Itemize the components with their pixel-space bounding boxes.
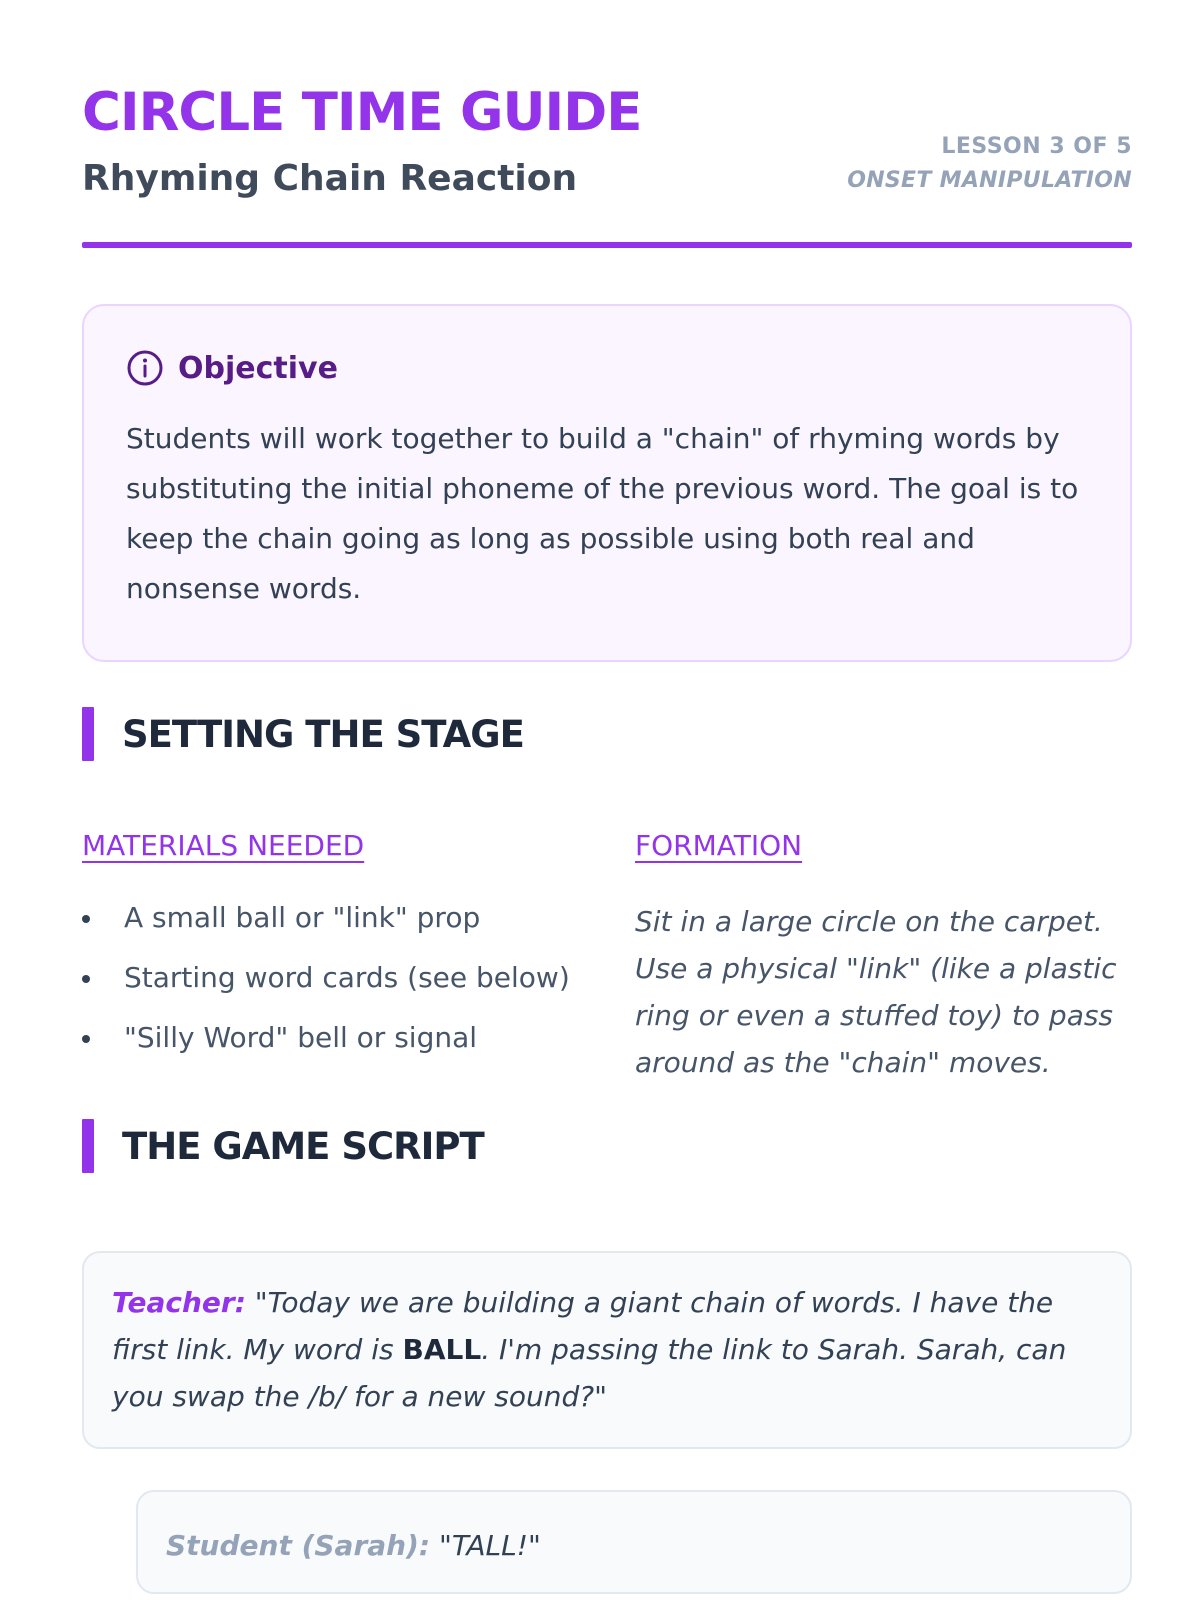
bullet-icon	[82, 915, 90, 923]
section-setting-the-stage	[82, 707, 524, 761]
formation-column	[635, 826, 1135, 1086]
student-line	[166, 1522, 1102, 1569]
page-subtitle: Rhyming Chain Reaction	[82, 158, 578, 199]
list-item	[82, 958, 602, 998]
emphasis-word: BALL	[402, 1333, 482, 1366]
objective-heading: Objective	[178, 350, 338, 386]
student-speaker-label: Student (Sarah):	[166, 1529, 431, 1562]
objective-text: Students will work together to build a "chain" of rhyming words by substituting the initial phoneme of the previous word. The goal is to keep the chain going as long as possible using both real and nonsense words.	[126, 422, 1079, 605]
formation-heading: FORMATION	[635, 829, 803, 862]
student-script-box	[136, 1490, 1132, 1594]
teacher-line-end: . I'm passing the link to Sarah. Sarah, can you swap the /b/ for a new sound?"	[112, 1333, 1067, 1413]
materials-heading: MATERIALS NEEDED	[82, 829, 365, 862]
guide-header	[82, 78, 1132, 248]
lesson-number: LESSON 3 OF 5	[941, 134, 1132, 159]
bullet-icon	[82, 1035, 90, 1043]
header-divider	[82, 242, 1132, 248]
list-item-text: Starting word cards (see below)	[124, 961, 570, 994]
list-item	[82, 1018, 602, 1058]
section-accent-bar	[82, 1119, 94, 1173]
teacher-speaker-label: Teacher:	[112, 1286, 246, 1319]
lesson-topic: ONSET MANIPULATION	[847, 168, 1132, 193]
section-game-script	[82, 1119, 484, 1173]
teacher-script-box	[82, 1251, 1132, 1449]
formation-text: Sit in a large circle on the carpet. Use a physical "link" (like a plastic ring or even a stuffed toy) to pass around as the "chain" moves.	[635, 905, 1117, 1079]
objective-box	[82, 304, 1132, 662]
bullet-icon	[82, 975, 90, 983]
teacher-line	[112, 1279, 1102, 1420]
section-accent-bar	[82, 707, 94, 761]
teacher-line-start: "Today we are building a giant chain of words. I have the first link. My word is	[112, 1286, 1054, 1366]
section-title: THE GAME SCRIPT	[122, 1124, 484, 1168]
info-icon	[126, 349, 164, 387]
materials-column	[82, 826, 602, 1078]
list-item-text: "Silly Word" bell or signal	[124, 1021, 478, 1054]
objective-header	[126, 344, 1088, 392]
section-title: SETTING THE STAGE	[122, 712, 524, 756]
list-item	[82, 898, 602, 938]
lesson-meta	[847, 130, 1132, 198]
student-response: "TALL!"	[430, 1529, 541, 1562]
page-title: CIRCLE TIME GUIDE	[82, 82, 642, 143]
materials-list	[82, 898, 602, 1058]
list-item-text: A small ball or "link" prop	[124, 901, 481, 934]
